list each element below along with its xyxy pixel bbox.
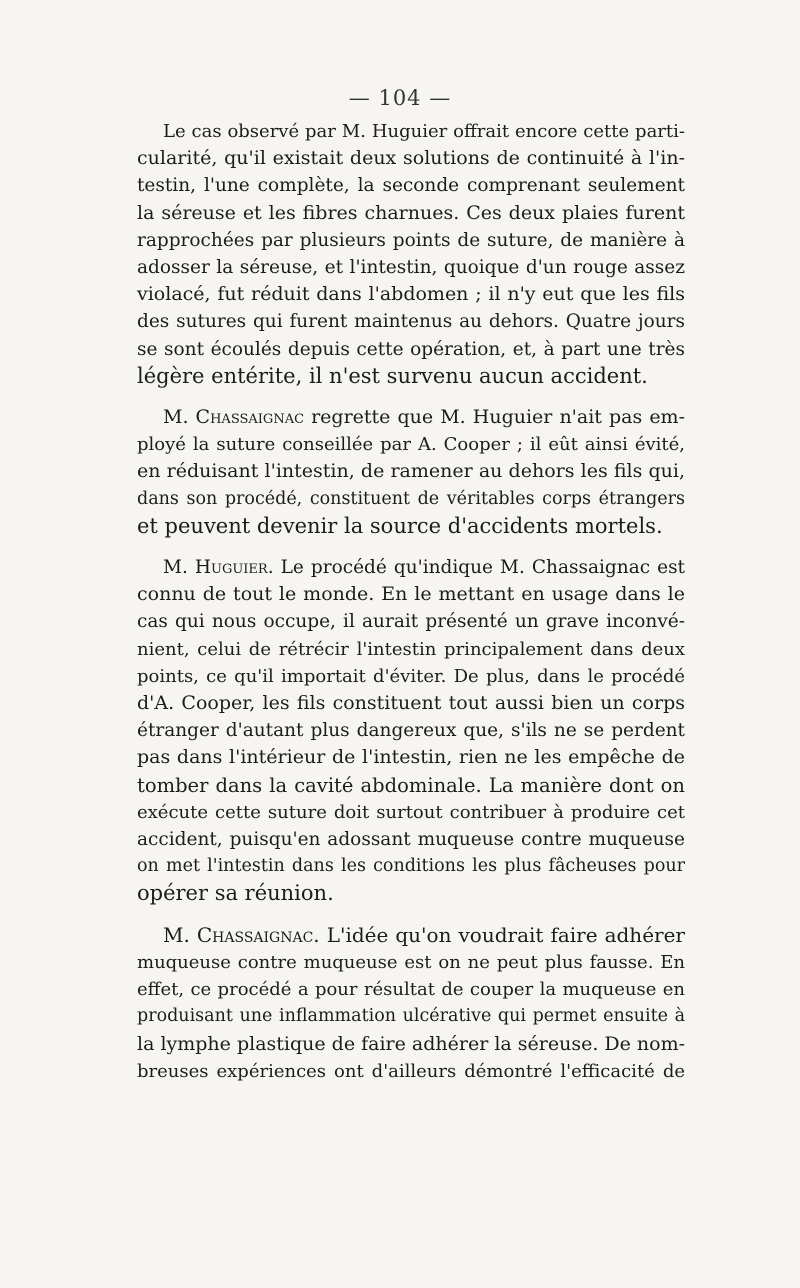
page-number: — 104 — [348,86,452,110]
text-line: muqueuse contre muqueuse est on ne peut plus fausse. En [137,951,685,973]
text-line: en réduisant l'intestin, de ramener au dehors les fils qui, [137,460,685,483]
text-line: la séreuse et les fibres charnues. Ces deux plaies furent [137,201,685,224]
text-line: la lymphe plastique de faire adhérer la séreuse. De nom- [137,1032,686,1055]
text-line: Le cas observé par M. Huguier offrait encore cette parti- [163,121,685,142]
text-line: nient, celui de rétrécir l'intestin principalement dans deux [137,638,685,660]
text-line [137,922,685,949]
text-line: rapprochées par plusieurs points de suture, de manière à [137,229,685,251]
text-line: violacé, fut réduit dans l'abdomen ; il n'y eut que les fils [137,283,685,306]
text-line [137,404,685,431]
text-line: cularité, qu'il existait deux solutions de continuité à l'in- [137,147,685,170]
text-line: d'A. Cooper, les fils constituent tout aussi bien un corps [137,692,685,715]
text-line: connu de tout le monde. En le mettant en usage dans le [137,583,685,606]
text-line: dans son procédé, constituent de véritables corps étrangers [137,488,685,509]
text-line-rest: Le procédé qu'indique M. Chassaignac est [273,557,685,579]
speaker-name: M. Chassaignac. [163,922,320,947]
text-line: exécute cette suture doit surtout contribuer à produire cet [137,801,685,823]
text-line: opérer sa réunion. [137,881,334,906]
text-line: légère entérite, il n'est survenu aucun accident. [137,363,648,388]
text-line: adosser la séreuse, et l'intestin, quoique d'un rouge assez [137,257,685,279]
text-line: étranger d'autant plus dangereux que, s'ils ne se perdent [137,720,685,742]
text-line: des sutures qui furent maintenus au dehors. Quatre jours [137,311,685,333]
text-line: et peuvent devenir la source d'accidents mortels. [137,513,663,538]
paragraph-1 [137,118,685,390]
paragraph-4 [137,922,685,1085]
paragraph-3 [137,554,685,908]
text-line-rest: L'idée qu'on voudrait faire adhérer [319,922,685,947]
text-line: ployé la suture conseillée par A. Cooper ; il eût ainsi évité, [137,434,685,456]
text-line: tomber dans la cavité abdominale. La manière dont on [137,773,685,797]
text-line-rest: regrette que M. Huguier n'ait pas em- [304,406,685,429]
text-line: se sont écoulés depuis cette opération, et, à part une très [137,338,685,360]
text-line: on met l'intestin dans les conditions les plus fâcheuses pour [137,856,685,877]
text-line: points, ce qu'il importait d'éviter. De plus, dans le procédé [137,665,685,687]
body-text [137,118,685,1099]
text-line: produisant une inflammation ulcérative qui permet ensuite à [137,1006,685,1027]
speaker-name: M. Chassaignac [163,406,305,429]
text-line: cas qui nous occupe, il aurait présenté un grave inconvé- [137,611,685,633]
text-line: pas dans l'intérieur de l'intestin, rien ne les empêche de [137,746,685,769]
text-line: accident, puisqu'en adossant muqueuse contre muqueuse [137,829,685,851]
text-line [137,554,685,581]
text-line: testin, l'une complète, la seconde comprenant seulement [137,175,685,197]
text-line: breuses expériences ont d'ailleurs démontré l'efficacité de [137,1060,685,1082]
paragraph-2 [137,404,685,540]
text-line: effet, ce procédé a pour résultat de couper la muqueuse en [137,979,685,1001]
speaker-name: M. Huguier. [163,557,274,579]
